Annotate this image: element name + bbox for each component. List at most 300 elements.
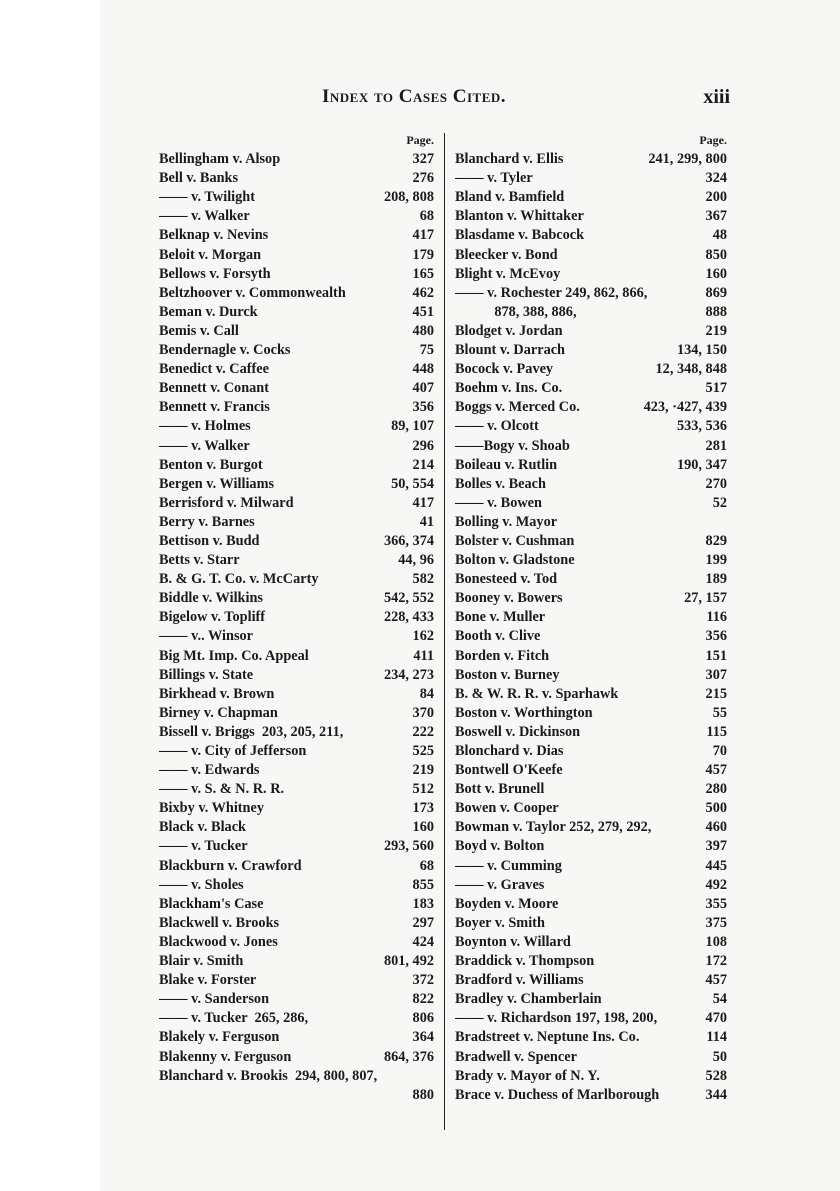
page-references: 50, 554 (391, 475, 434, 492)
index-entry (455, 666, 727, 685)
page-column-label: Page. (699, 133, 727, 147)
page-references: 407 (412, 380, 434, 397)
index-entry (455, 246, 727, 265)
page-references: 801, 492 (383, 953, 434, 970)
page-references: 114 (706, 1029, 727, 1046)
index-entry (159, 398, 434, 417)
page-references: 12, 348, 848 (655, 361, 727, 378)
index-entry (455, 876, 727, 895)
page-references: 52 (712, 494, 727, 511)
page-references: 869 (705, 284, 727, 301)
page-references: 162 (412, 628, 434, 645)
case-name: 878, 388, 886, (455, 303, 577, 320)
case-name: Bleecker v. Bond (455, 246, 558, 263)
case-name: Boswell v. Dickinson (455, 723, 581, 740)
case-name: Bendernagle v. Cocks (159, 342, 291, 359)
index-entry (455, 494, 727, 513)
case-name: Boggs v. Merced Co. (455, 399, 580, 416)
case-name: Booney v. Bowers (455, 590, 563, 607)
case-name: Boyden v. Moore (455, 895, 559, 912)
page-references: 172 (705, 953, 727, 970)
case-name: Bemis v. Call (159, 322, 239, 339)
index-entry (455, 933, 727, 952)
page-references: 517 (705, 380, 727, 397)
page-references: 297 (412, 914, 434, 931)
index-entry (455, 990, 727, 1009)
index-entry (159, 685, 434, 704)
index-entry (455, 799, 727, 818)
case-name: —— v. Holmes (159, 418, 251, 435)
index-entry (455, 780, 727, 799)
page-references: 208, 808 (383, 189, 434, 206)
case-name: Bettison v. Budd (159, 532, 260, 549)
page-references: 179 (412, 246, 434, 263)
page-references: 525 (412, 743, 434, 759)
case-name: Bolton v. Gladstone (455, 552, 575, 569)
index-entry (159, 780, 434, 799)
index-entry (159, 570, 434, 589)
page-references: 324 (705, 170, 727, 187)
index-entry (159, 952, 434, 971)
page-references: 89, 107 (391, 418, 434, 435)
case-name: —— v. Edwards (159, 762, 260, 779)
index-entry (159, 837, 434, 856)
page-references: 850 (705, 246, 727, 263)
index-entry (159, 914, 434, 933)
index-entry (455, 207, 727, 226)
page-references: 457 (705, 762, 727, 779)
index-entry (455, 837, 727, 856)
case-name: —— v. Rochester 249, 862, 866, (455, 284, 648, 301)
page-number: xiii (703, 86, 730, 108)
index-entry (159, 456, 434, 475)
index-entry (455, 532, 727, 551)
case-name: Bellingham v. Alsop (159, 151, 281, 168)
index-entry (455, 570, 727, 589)
case-name: Bone v. Muller (455, 609, 546, 626)
page-references: 462 (412, 284, 434, 301)
case-name: Beltzhoover v. Commonwealth (159, 284, 346, 301)
case-name: Big Mt. Imp. Co. Appeal (159, 647, 309, 664)
case-name: —— v. S. & N. R. R. (159, 781, 285, 798)
page-references: 460 (705, 819, 727, 836)
case-name (159, 1086, 409, 1105)
index-entry (159, 169, 434, 188)
case-name: Blasdame v. Babcock (455, 227, 585, 244)
case-name: Benedict v. Caffee (159, 361, 269, 378)
page-references: 68 (419, 208, 434, 225)
index-entry (159, 265, 434, 284)
case-name: Benton v. Burgot (159, 456, 263, 473)
index-entry (159, 627, 434, 646)
index-entry (455, 188, 727, 207)
index-entry (455, 742, 727, 761)
page-references: 44, 96 (398, 552, 434, 569)
page-references: 366, 374 (383, 532, 434, 549)
index-entry (159, 990, 434, 1009)
index-entry (159, 207, 434, 226)
case-name: —— v. Sholes (159, 876, 244, 893)
page-references: 327 (412, 151, 434, 168)
case-name: Blakely v. Ferguson (159, 1029, 280, 1046)
case-name: Blanchard v. Brookis 294, 800, 807, (159, 1067, 378, 1084)
case-name: Booth v. Clive (455, 628, 541, 645)
page-column-label: Page. (406, 133, 434, 147)
index-entry (159, 704, 434, 723)
index-entry (455, 1048, 727, 1067)
case-name: —— v. Walker (159, 208, 250, 225)
page-references: 41 (419, 513, 434, 530)
index-entry (159, 341, 434, 360)
column-divider (444, 133, 445, 1130)
case-name: Boyd v. Bolton (455, 838, 545, 855)
index-entry (159, 876, 434, 895)
index-entry (159, 379, 434, 398)
case-name: Boston v. Burney (455, 666, 560, 683)
case-name: Blakenny v. Ferguson (159, 1048, 292, 1065)
page-references: 307 (705, 666, 727, 683)
index-entry (159, 933, 434, 952)
case-name: Blount v. Darrach (455, 342, 566, 359)
case-name: Bott v. Brunell (455, 781, 545, 798)
page-references: 424 (412, 933, 434, 950)
page-references: 115 (706, 723, 727, 740)
running-title: Index to Cases Cited. (322, 86, 507, 107)
page-references: 189 (705, 571, 727, 588)
case-name: Beman v. Durck (159, 303, 258, 320)
case-name: Beloit v. Morgan (159, 246, 262, 263)
index-entry (159, 818, 434, 837)
page-references: 190, 347 (676, 456, 727, 473)
page-references: 219 (705, 322, 727, 339)
case-name: Bolster v. Cushman (455, 532, 575, 549)
page-references: 293, 560 (383, 838, 434, 855)
index-entry (455, 818, 727, 837)
page-references: 370 (412, 704, 434, 721)
case-name: Blight v. McEvoy (455, 265, 561, 282)
index-entry (159, 666, 434, 685)
case-name: Bonesteed v. Tod (455, 571, 558, 588)
page-references: 448 (412, 361, 434, 378)
index-entry (455, 475, 727, 494)
case-name: —— v. Tucker 265, 286, (159, 1010, 309, 1027)
index-entry (159, 226, 434, 245)
case-name: Bradstreet v. Neptune Ins. Co. (455, 1029, 640, 1046)
index-entry (159, 322, 434, 341)
index-entry (159, 475, 434, 494)
page-references: 151 (705, 647, 727, 664)
index-entry (455, 513, 727, 532)
index-entry (159, 437, 434, 456)
page-references: 228, 433 (383, 609, 434, 626)
page-references: 215 (705, 685, 727, 702)
page-references: 173 (412, 800, 434, 817)
case-name: Boston v. Worthington (455, 704, 593, 721)
case-name: Biddle v. Wilkins (159, 590, 263, 607)
case-name: —— v. Cumming (455, 857, 562, 874)
index-entry (455, 704, 727, 723)
case-name: Birkhead v. Brown (159, 685, 275, 702)
page-references: 864, 376 (383, 1048, 434, 1065)
index-entry (159, 417, 434, 436)
page-references: 372 (412, 972, 434, 989)
case-name: —— v. City of Jefferson (159, 743, 307, 759)
case-name: Betts v. Starr (159, 552, 240, 569)
page-references: 512 (412, 781, 434, 798)
page-references: 160 (705, 265, 727, 282)
case-name: Brady v. Mayor of N. Y. (455, 1067, 600, 1084)
index-entry (455, 589, 727, 608)
case-name: Bixby v. Whitney (159, 800, 265, 817)
index-entry (455, 169, 727, 188)
index-entry (159, 589, 434, 608)
page-header (320, 86, 730, 114)
case-name: —— v.. Winsor (159, 628, 254, 645)
index-entry (455, 456, 727, 475)
page-references: 367 (705, 208, 727, 225)
index-entry (159, 303, 434, 322)
index-column-left (159, 131, 434, 1105)
case-name: —— v. Bowen (455, 494, 542, 511)
index-entry (455, 857, 727, 876)
page-references: 356 (705, 628, 727, 645)
page-references: 582 (412, 571, 434, 588)
index-entry (455, 284, 727, 303)
page-references: 451 (412, 303, 434, 320)
page-references: 417 (412, 494, 434, 511)
index-entry (455, 265, 727, 284)
page-references: 533, 536 (676, 418, 727, 435)
case-name: Berrisford v. Milward (159, 494, 294, 511)
case-name: Boyer v. Smith (455, 914, 545, 931)
case-name: —— v. Sanderson (159, 991, 270, 1008)
index-entry (455, 761, 727, 780)
case-name: Braddick v. Thompson (455, 953, 595, 970)
case-name: Bennett v. Francis (159, 399, 270, 416)
case-name: —— v. Tyler (455, 170, 533, 187)
page-references: 116 (706, 609, 727, 626)
index-entry (455, 1086, 727, 1105)
case-name: Bennett v. Conant (159, 380, 270, 397)
index-entry (455, 379, 727, 398)
index-entry (159, 1048, 434, 1067)
index-entry (455, 322, 727, 341)
page-references: 880 (412, 1086, 434, 1103)
case-name: Billings v. State (159, 666, 254, 683)
index-entry (159, 284, 434, 303)
page-references: 75 (419, 342, 434, 359)
index-entry (455, 608, 727, 627)
case-name: Bolles v. Beach (455, 475, 546, 492)
case-name: Blackburn v. Crawford (159, 857, 302, 874)
case-name: Boileau v. Rutlin (455, 456, 558, 473)
case-name: Berry v. Barnes (159, 513, 255, 530)
case-name: —— v. Twilight (159, 189, 255, 206)
page-references: 364 (412, 1029, 434, 1046)
index-entry (159, 1086, 434, 1105)
index-entry (159, 971, 434, 990)
index-entry (455, 551, 727, 570)
index-entry (159, 1009, 434, 1028)
index-entry (455, 895, 727, 914)
page-references: 492 (705, 876, 727, 893)
page-references: 134, 150 (676, 342, 727, 359)
page-references: 375 (705, 914, 727, 931)
index-entry (455, 1067, 727, 1086)
index-entry (159, 723, 434, 742)
page-references: 457 (705, 972, 727, 989)
index-entry (159, 742, 434, 761)
page-references: 397 (705, 838, 727, 855)
page-references: 219 (412, 762, 434, 779)
page-references: 417 (412, 227, 434, 244)
case-name: ——Bogy v. Shoab (455, 437, 570, 454)
page-references: 281 (705, 437, 727, 454)
page-references: 214 (412, 456, 434, 473)
case-name: B. & W. R. R. v. Sparhawk (455, 685, 619, 702)
page-references: 108 (705, 933, 727, 950)
page-references: 855 (412, 876, 434, 893)
case-name: Bland v. Bamfield (455, 189, 565, 206)
case-name: Birney v. Chapman (159, 704, 278, 721)
index-entry (159, 150, 434, 169)
page-references: 445 (705, 857, 727, 874)
page-references: 222 (412, 723, 434, 740)
case-name: Bolling v. Mayor (455, 513, 558, 530)
case-name: Boynton v. Willard (455, 933, 571, 950)
index-entry (159, 513, 434, 532)
index-entry (159, 494, 434, 513)
case-name: Brace v. Duchess of Marlborough (455, 1086, 660, 1103)
page-references: 411 (413, 647, 434, 664)
index-entry (455, 417, 727, 436)
case-name: Belknap v. Nevins (159, 227, 269, 244)
page-references: 423, ·427, 439 (643, 399, 727, 416)
index-column-right (455, 131, 727, 1105)
page-references: 160 (412, 819, 434, 836)
case-name: Blodget v. Jordan (455, 322, 563, 339)
page-references: 822 (412, 991, 434, 1008)
index-entry (455, 437, 727, 456)
page-references: 70 (712, 743, 727, 759)
case-name: Bradford v. Williams (455, 972, 584, 989)
index-entry (455, 685, 727, 704)
page-references: 199 (705, 552, 727, 569)
case-name: Bradley v. Chamberlain (455, 991, 602, 1008)
index-entry (455, 1009, 727, 1028)
index-entry (455, 647, 727, 666)
case-name: Black v. Black (159, 819, 246, 836)
case-name: Bellows v. Forsyth (159, 265, 271, 282)
case-name: Bowen v. Cooper (455, 800, 559, 817)
case-name: —— v. Tucker (159, 838, 248, 855)
index-entry (159, 1067, 434, 1086)
index-entry (455, 914, 727, 933)
case-name: Bradwell v. Spencer (455, 1048, 577, 1065)
page-references: 84 (419, 685, 434, 702)
index-entry (159, 532, 434, 551)
case-name: Bissell v. Briggs 203, 205, 211, (159, 723, 344, 740)
index-entry (455, 398, 727, 417)
case-name: Bowman v. Taylor 252, 279, 292, (455, 819, 652, 836)
index-entry (159, 799, 434, 818)
page-references: 234, 273 (383, 666, 434, 683)
page-references: 27, 157 (684, 590, 727, 607)
case-name: Blair v. Smith (159, 953, 244, 970)
page-references: 296 (412, 437, 434, 454)
index-entry (455, 723, 727, 742)
page-references: 355 (705, 895, 727, 912)
index-entry (455, 1028, 727, 1047)
case-name: Bell v. Banks (159, 170, 239, 187)
page-references: 888 (705, 303, 727, 320)
index-entry (455, 150, 727, 169)
page-references: 500 (705, 800, 727, 817)
case-name: Bergen v. Williams (159, 475, 275, 492)
index-entry (455, 971, 727, 990)
case-name: —— v. Olcott (455, 418, 539, 435)
page-references: 68 (419, 857, 434, 874)
page-references: 55 (712, 704, 727, 721)
index-entry (159, 551, 434, 570)
case-name: Blanton v. Whittaker (455, 208, 584, 225)
case-name: Bigelow v. Topliff (159, 609, 266, 626)
case-name: Borden v. Fitch (455, 647, 550, 664)
index-entry (455, 341, 727, 360)
case-name: —— v. Richardson 197, 198, 200, (455, 1010, 658, 1027)
page-references: 356 (412, 399, 434, 416)
page-references: 470 (705, 1010, 727, 1027)
index-entry (159, 188, 434, 207)
page-references: 528 (705, 1067, 727, 1084)
case-name: Blake v. Forster (159, 972, 257, 989)
page-references: 542, 552 (383, 590, 434, 607)
index-entry (159, 761, 434, 780)
case-name: Blackham's Case (159, 895, 264, 912)
case-name: Blonchard v. Dias (455, 743, 564, 759)
index-entry (159, 246, 434, 265)
index-entry (159, 647, 434, 666)
page-references (723, 513, 727, 532)
case-name: Bontwell O'Keefe (455, 762, 563, 779)
case-name: —— v. Walker (159, 437, 250, 454)
case-name: —— v. Graves (455, 876, 545, 893)
page-references: 50 (712, 1048, 727, 1065)
page-references: 806 (412, 1010, 434, 1027)
page-references (430, 1067, 434, 1086)
case-name: Blanchard v. Ellis (455, 151, 564, 168)
index-entry (455, 627, 727, 646)
page-references: 480 (412, 322, 434, 339)
case-name: Boehm v. Ins. Co. (455, 380, 563, 397)
page-references: 183 (412, 895, 434, 912)
case-name: B. & G. T. Co. v. McCarty (159, 571, 319, 588)
page-references: 280 (705, 781, 727, 798)
case-name: Blackwood v. Jones (159, 933, 278, 950)
page-references: 165 (412, 265, 434, 282)
index-entry (159, 857, 434, 876)
index-entry (455, 226, 727, 245)
page-references: 54 (712, 991, 727, 1008)
page-references: 276 (412, 170, 434, 187)
case-name: Bocock v. Pavey (455, 361, 554, 378)
page-references: 241, 299, 800 (648, 151, 727, 168)
page-references: 200 (705, 189, 727, 206)
page-references: 48 (712, 227, 727, 244)
index-entry (455, 360, 727, 379)
page-references: 344 (705, 1086, 727, 1103)
index-entry (159, 1028, 434, 1047)
